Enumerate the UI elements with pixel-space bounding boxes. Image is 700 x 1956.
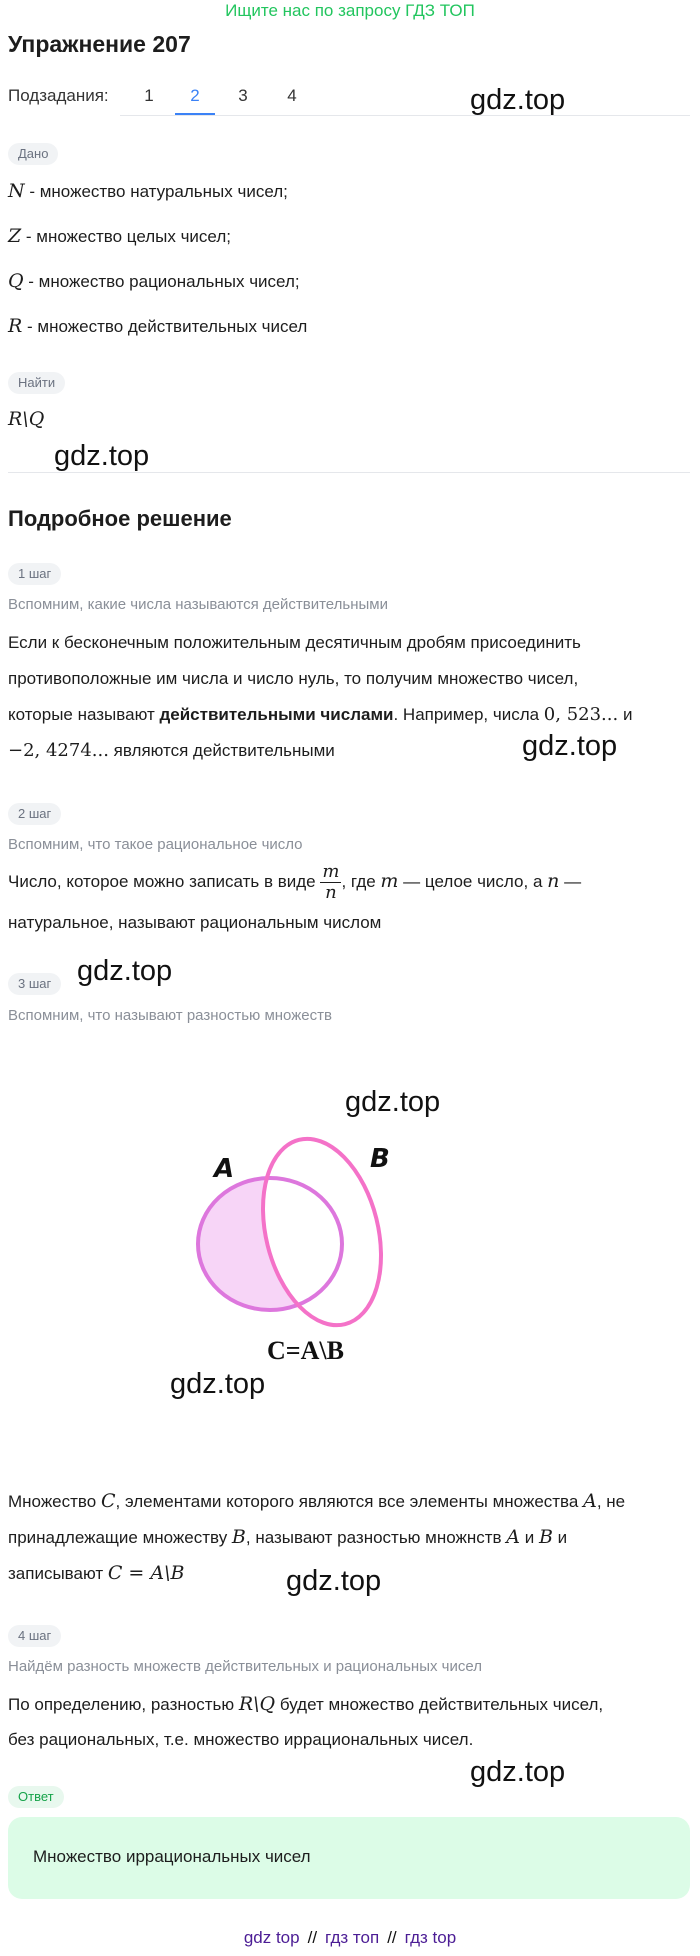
- tab-subtask-4[interactable]: 4: [287, 86, 297, 105]
- page-title: Упражнение 207: [8, 31, 191, 57]
- text: — целое число, а: [398, 872, 548, 891]
- math-expression: C = A\B: [107, 1562, 185, 1584]
- step-1-line: Если к бесконечным положительным десятичным дробям присоединить: [8, 633, 581, 652]
- text: , где: [341, 872, 381, 891]
- set-a-label: A: [214, 1154, 235, 1184]
- math-symbol: m: [380, 870, 399, 892]
- given-text: - множество действительных чисел: [22, 317, 308, 336]
- given-line-r: [8, 315, 307, 338]
- math-symbol: R: [8, 315, 23, 337]
- step-2-line: натуральное, называют рациональным числом: [8, 913, 382, 932]
- footer-link[interactable]: гдз top: [404, 1928, 457, 1947]
- math-expression: R\Q: [238, 1693, 276, 1715]
- given-line-q: [8, 270, 300, 293]
- given-text: - множество целых чисел;: [21, 227, 231, 246]
- step-1-line: [8, 704, 632, 726]
- step-3-line: [8, 1562, 184, 1585]
- step-4-line: без рациональных, т.е. множество иррациональных чисел.: [8, 1730, 474, 1749]
- given-text: - множество рациональных чисел;: [23, 272, 300, 291]
- step-2-badge: 2 шаг: [8, 803, 61, 825]
- active-tab-indicator: [175, 113, 215, 115]
- diagram-caption: C=A\B: [267, 1336, 344, 1365]
- footer-separator: //: [307, 1928, 318, 1947]
- solution-title: Подробное решение: [8, 506, 232, 531]
- tab-subtask-1[interactable]: 1: [144, 86, 154, 105]
- text: принадлежащие множеству: [8, 1528, 232, 1547]
- step-2-hint: Вспомним, что такое рациональное число: [8, 836, 303, 853]
- math-expression: R\Q: [8, 408, 45, 430]
- tabs-divider: [120, 115, 690, 116]
- math-symbol: Z: [8, 225, 22, 247]
- step-3-line: [8, 1526, 567, 1549]
- fraction-numerator: m: [322, 861, 340, 883]
- watermark: gdz.top: [77, 955, 173, 987]
- fraction-denominator: n: [325, 882, 337, 904]
- tab-subtask-3[interactable]: 3: [238, 86, 248, 105]
- math-number: −2, 4274...: [8, 740, 109, 761]
- tab-subtask-2[interactable]: 2: [190, 86, 200, 105]
- footer-link[interactable]: gdz top: [243, 1928, 300, 1947]
- text: являются действительными: [108, 741, 335, 760]
- math-symbol: N: [8, 180, 25, 202]
- step-4-badge: 4 шаг: [8, 1625, 61, 1647]
- footer-link[interactable]: гдз топ: [325, 1928, 380, 1947]
- subtasks-label: Подзадания:: [8, 86, 109, 105]
- math-symbol: n: [547, 870, 560, 892]
- text: и: [552, 1528, 568, 1547]
- step-1-hint: Вспомним, какие числа называются действительными: [8, 596, 388, 613]
- watermark: gdz.top: [54, 440, 150, 472]
- find-expression: [8, 408, 44, 431]
- step-1-line: [8, 740, 335, 762]
- set-b-label: B: [370, 1144, 390, 1174]
- given-badge: Дано: [8, 143, 58, 165]
- watermark: gdz.top: [286, 1565, 382, 1597]
- text: будет множество действительных чисел,: [275, 1695, 604, 1714]
- math-symbol: B: [538, 1526, 553, 1548]
- bold-term: действительными числами: [159, 705, 394, 724]
- search-banner: Ищите нас по запросу ГДЗ ТОП: [225, 1, 475, 20]
- step-3-line: [8, 1490, 625, 1513]
- answer-text: Множество иррациональных чисел: [33, 1847, 311, 1866]
- text: , элементами которого являются все элементы множества: [115, 1492, 584, 1511]
- text: которые называют: [8, 705, 160, 724]
- watermark: gdz.top: [522, 730, 618, 762]
- venn-diagram: [150, 1080, 450, 1370]
- section-divider: [8, 472, 690, 473]
- watermark: gdz.top: [345, 1086, 441, 1118]
- text: Число, которое можно записать в виде: [8, 872, 321, 891]
- text: , называют разностью множнств: [245, 1528, 507, 1547]
- math-symbol: A: [506, 1526, 521, 1548]
- find-badge: Найти: [8, 372, 65, 394]
- math-number: 0, 523...: [543, 704, 619, 725]
- text: и: [520, 1528, 539, 1547]
- text: Множество: [8, 1492, 101, 1511]
- step-3-hint: Вспомним, что называют разностью множеств: [8, 1007, 332, 1024]
- answer-badge: Ответ: [8, 1786, 64, 1808]
- text: , не: [596, 1492, 626, 1511]
- footer-links: [0, 1928, 700, 1948]
- given-line-z: [8, 225, 231, 248]
- step-3-badge: 3 шаг: [8, 973, 61, 995]
- fraction: [320, 862, 341, 903]
- given-line-n: [8, 180, 288, 203]
- watermark: gdz.top: [470, 84, 566, 116]
- step-1-line: противоположные им числа и число нуль, то получим множество чисел,: [8, 669, 579, 688]
- text: —: [559, 872, 582, 891]
- step-2-line: [8, 858, 581, 905]
- text: записывают: [8, 1564, 108, 1583]
- math-symbol: C: [100, 1490, 116, 1512]
- watermark: gdz.top: [470, 1756, 566, 1788]
- math-symbol: B: [231, 1526, 246, 1548]
- given-text: - множество натуральных чисел;: [24, 182, 288, 201]
- text: . Например, числа: [393, 705, 544, 724]
- footer-separator: //: [387, 1928, 397, 1947]
- math-symbol: Q: [8, 270, 24, 292]
- text: и: [618, 705, 633, 724]
- step-4-hint: Найдём разность множеств действительных и рациональных чисел: [8, 1658, 482, 1675]
- watermark: gdz.top: [170, 1368, 266, 1400]
- math-symbol: A: [583, 1490, 597, 1512]
- step-1-badge: 1 шаг: [8, 563, 61, 585]
- step-4-line: [8, 1693, 603, 1716]
- text: По определению, разностью: [8, 1695, 239, 1714]
